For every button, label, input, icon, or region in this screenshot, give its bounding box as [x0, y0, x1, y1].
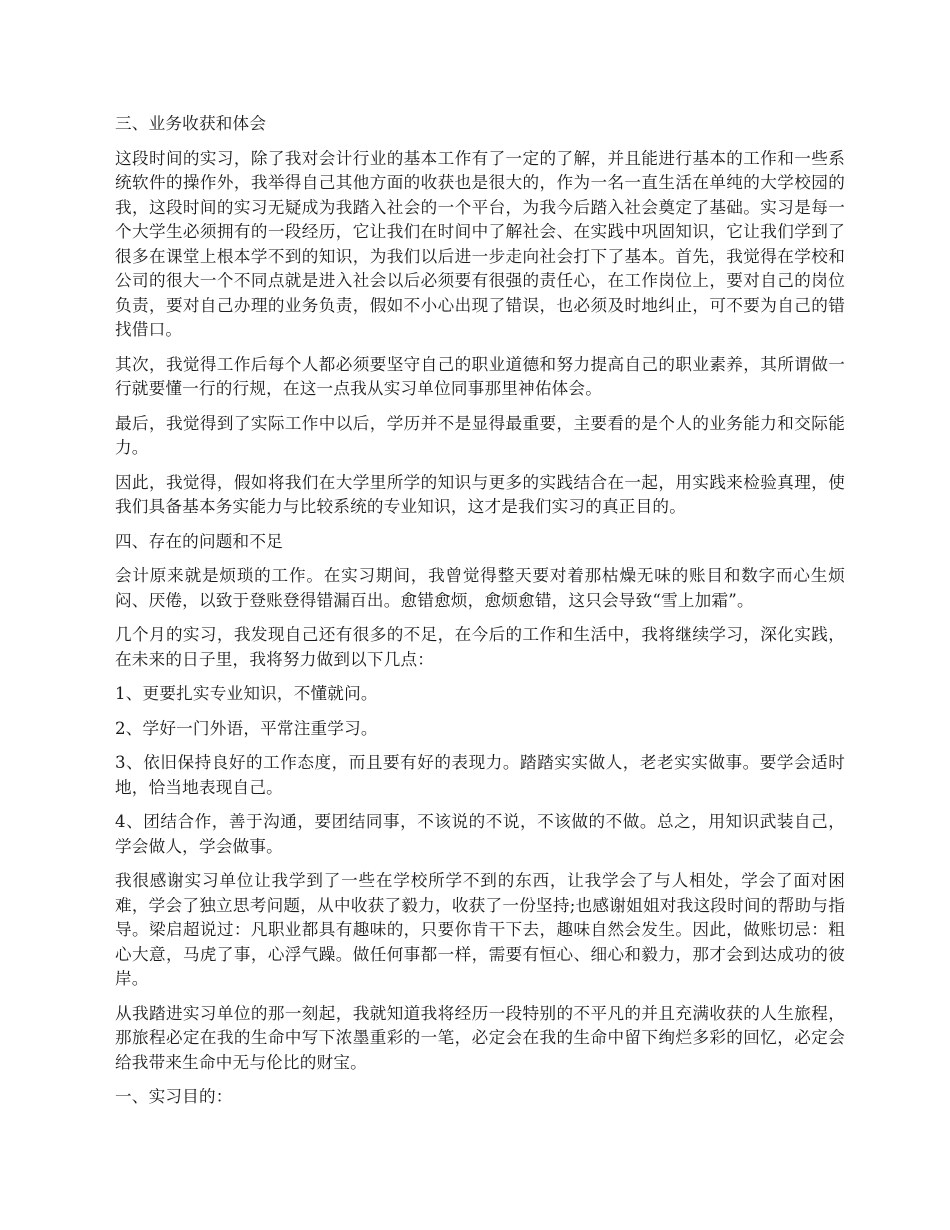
list-item-3: 3、依旧保持良好的工作态度，而且要有好的表现力。踏踏实实做人，老老实实做事。要学会适时地，恰当地表现自己。	[115, 753, 845, 797]
paragraph-5: 会计原来就是烦琐的工作。在实习期间，我曾觉得整天要对着那枯燥无味的账目和数字而心生烦闷、厌倦，以致于登账登得错漏百出。愈错愈烦，愈烦愈错，这只会导致“雪上加霜”。	[115, 566, 845, 610]
section-heading-1: 一、实习目的：	[115, 1087, 233, 1106]
section-heading-3: 三、业务收获和体会	[115, 114, 267, 133]
paragraph-1: 这段时间的实习，除了我对会计行业的基本工作有了一定的了解，并且能进行基本的工作和一些系统软件的操作外，我举得自己其他方面的收获也是很大的，作为一名一直生活在单纯的大学校园的我，这段时间的实习无疑成为我踏入社会的一个平台，为我今后踏入社会奠定了基础。实习是每一个大学生必须拥有的一段经历，它让我们在时间中了解社会、在实践中巩固知识，它让我们学到了很多在课堂上根本学不到的知识，为我们以后进一步走向社会打下了基本。首先，我觉得在学校和公司的很大一个不同点就是进入社会以后必须要有很强的责任心，在工作岗位上，要对自己的岗位负责，要对自己办理的业务负责，假如不小心出现了错误，也必须及时地纠止，可不要为自己的错找借口。	[115, 148, 845, 339]
list-item-2: 2、学好一门外语，平常注重学习。	[115, 718, 378, 738]
paragraph-3: 最后，我觉得到了实际工作中以后，学历并不是显得最重要，主要看的是个人的业务能力和交际能力。	[115, 413, 845, 457]
list-item-4: 4、团结合作，善于沟通，要团结同事，不该说的不说，不该做的不做。总之，用知识武装自己，学会做人，学会做事。	[115, 812, 845, 856]
paragraph-8: 从我踏进实习单位的那一刻起，我就知道我将经历一段特别的不平凡的并且充满收获的人生旅程，那旅程必定在我的生命中写下浓墨重彩的一笔，必定会在我的生命中留下绚烂多彩的回忆，必定会给我带来生命中无与伦比的财宝。	[115, 1003, 845, 1072]
list-item-1: 1、更要扎实专业知识，不懂就问。	[115, 684, 378, 703]
paragraph-2: 其次，我觉得工作后每个人都必须要坚守自己的职业道德和努力提高自己的职业素养，其所谓做一行就要懂一行的行规，在这一点我从实习单位同事那里神佑体会。	[115, 354, 845, 398]
paragraph-7: 我很感谢实习单位让我学到了一些在学校所学不到的东西，让我学会了与人相处，学会了面对困难，学会了独立思考问题，从中收获了毅力，收获了一份坚持;也感谢姐姐对我这段时间的帮助与指导。梁启超说过：凡职业都具有趣味的，只要你肯干下去，趣味自然会发生。因此，做账切忌：粗心大意，马虎了事，心浮气躁。做任何事都一样，需要有恒心、细心和毅力，那才会到达成功的彼岸。	[115, 871, 845, 988]
section-heading-4: 四、存在的问题和不足	[115, 531, 283, 551]
paragraph-6: 几个月的实习，我发现自己还有很多的不足，在今后的工作和生活中，我将继续学习，深化实践，在未来的日子里，我将努力做到以下几点：	[115, 625, 845, 669]
document-page	[115, 112, 845, 1120]
paragraph-4: 因此，我觉得，假如将我们在大学里所学的知识与更多的实践结合在一起，用实践来检验真理，使我们具备基本务实能力与比较系统的专业知识，这才是我们实习的真正目的。	[115, 472, 845, 516]
